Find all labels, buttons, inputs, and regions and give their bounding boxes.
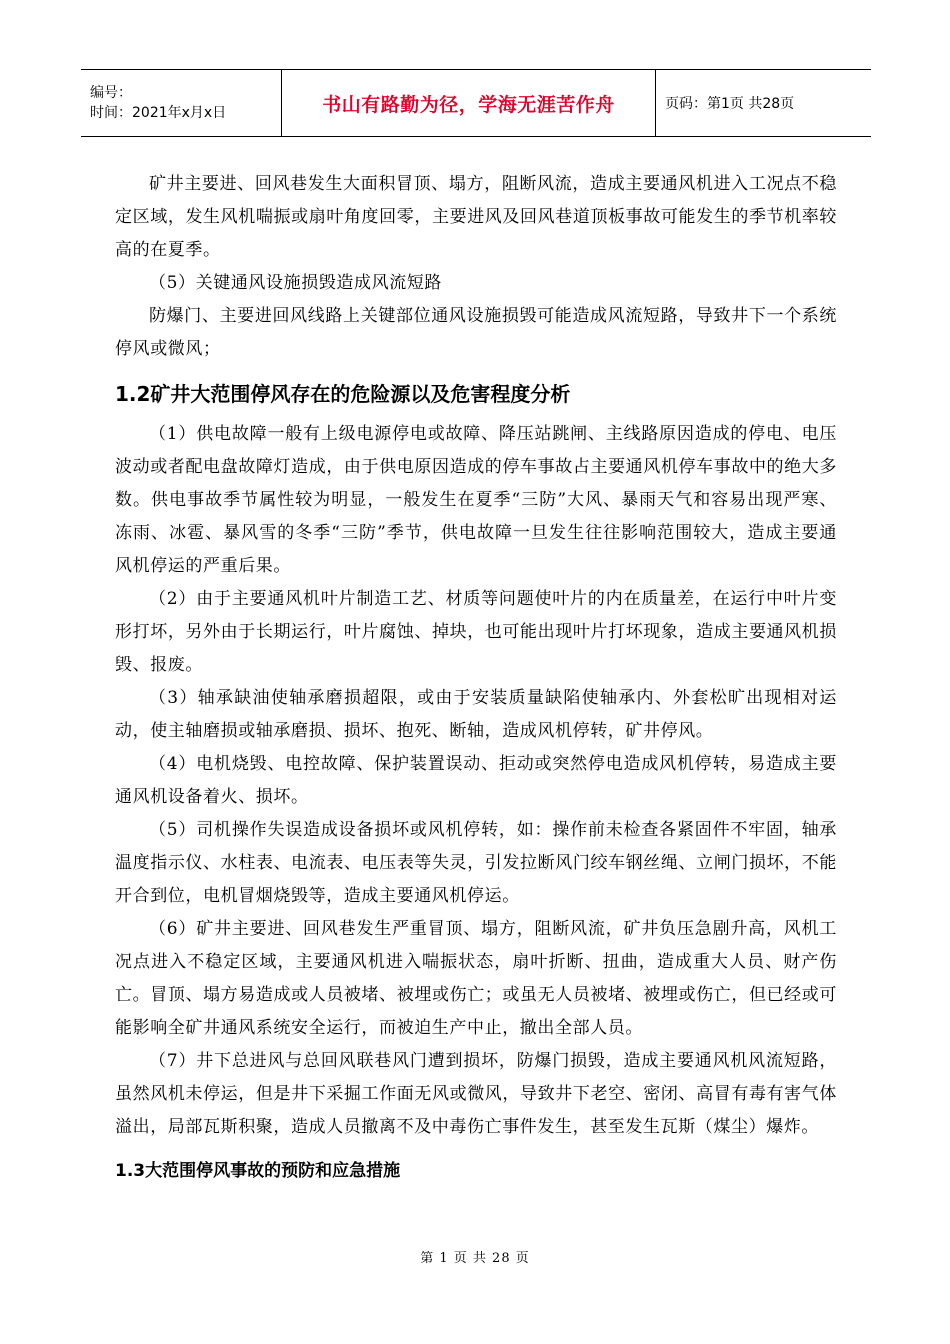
paragraph: （5）司机操作失误造成设备损坏或风机停转，如：操作前未检查各紧固件不牢固，轴承温度指示仪、水柱表、电流表、电压表等失灵，引发拉断风门绞车钢丝绳、立闸门损坏，不能开合到位，电机冒烟烧毁等，造成主要通风机停运。 (115, 820, 837, 906)
paragraph: （6）矿井主要进、回风巷发生严重冒顶、塌方，阻断风流，矿井负压急剧升高，风机工况点进入不稳定区域，主要通风机进入喘振状态，扇叶折断、扭曲，造成重大人员、财产伤亡。冒顶、塌方易造成或人员被堵、被埋或伤亡；或虽无人员被堵、被埋或伤亡，但已经或可能影响全矿井通风系统安全运行，而被迫生产中止，撤出全部人员。 (115, 919, 837, 1038)
paragraph: （7）井下总进风与总回风联巷风门遭到损坏，防爆门损毁，造成主要通风机风流短路，虽然风机未停运，但是井下采掘工作面无风或微风，导致井下老空、密闭、高冒有毒有害气体溢出，局部瓦斯积聚，造成人员撤离不及中毒伤亡事件发生，甚至发生瓦斯（煤尘）爆炸。 (115, 1051, 837, 1137)
paragraph: 防爆门、主要进回风线路上关键部位通风设施损毁可能造成风流短路，导致井下一个系统停风或微风； (115, 306, 837, 359)
header-motto: 书山有路勤为径，学海无涯苦作舟 (322, 93, 615, 116)
header-page-code: 页码：第1页 共28页 (665, 96, 795, 112)
header-meta (81, 70, 282, 136)
paragraph: （4）电机烧毁、电控故障、保护装置误动、拒动或突然停电造成风机停转，易造成主要通风机设备着火、损坏。 (115, 754, 837, 807)
page-footer: 第 1 页 共 28 页 (420, 1251, 530, 1266)
header-motto-cell (282, 70, 656, 136)
page-header (81, 69, 871, 137)
subsection-heading: 1.3大范围停风事故的预防和应急措施 (115, 1161, 401, 1181)
document-body (115, 168, 837, 1186)
paragraph: （1）供电故障一般有上级电源停电或故障、降压站跳闸、主线路原因造成的停电、电压波动或者配电盘故障灯造成，由于供电原因造成的停车事故占主要通风机停车事故中的绝大多数。供电事故季节属性较为明显，一般发生在夏季“三防”大风、暴雨天气和容易出现严寒、冻雨、冰雹、暴风雪的冬季“三防”季节，供电故障一旦发生往往影响范围较大，造成主要通风机停运的严重后果。 (115, 424, 837, 576)
header-page-code-cell (656, 70, 871, 136)
paragraph: （5）关键通风设施损毁造成风流短路 (149, 273, 443, 293)
paragraph: （3）轴承缺油使轴承磨损超限，或由于安装质量缺陷使轴承内、外套松旷出现相对运动，使主轴磨损或轴承磨损、损坏、抱死、断轴，造成风机停转，矿井停风。 (115, 688, 837, 741)
paragraph: 矿井主要进、回风巷发生大面积冒顶、塌方，阻断风流，造成主要通风机进入工况点不稳定区域，发生风机喘振或扇叶角度回零，主要进风及回风巷道顶板事故可能发生的季节机率较高的在夏季。 (115, 174, 837, 260)
doc-time-label: 时间：2021年x月x日 (90, 105, 227, 121)
section-heading: 1.2矿井大范围停风存在的危险源以及危害程度分析 (115, 382, 571, 406)
paragraph: （2）由于主要通风机叶片制造工艺、材质等问题使叶片的内在质量差，在运行中叶片变形打坏，另外由于长期运行，叶片腐蚀、掉块，也可能出现叶片打坏现象，造成主要通风机损毁、报废。 (115, 589, 837, 675)
doc-number-label: 编号： (90, 85, 132, 101)
